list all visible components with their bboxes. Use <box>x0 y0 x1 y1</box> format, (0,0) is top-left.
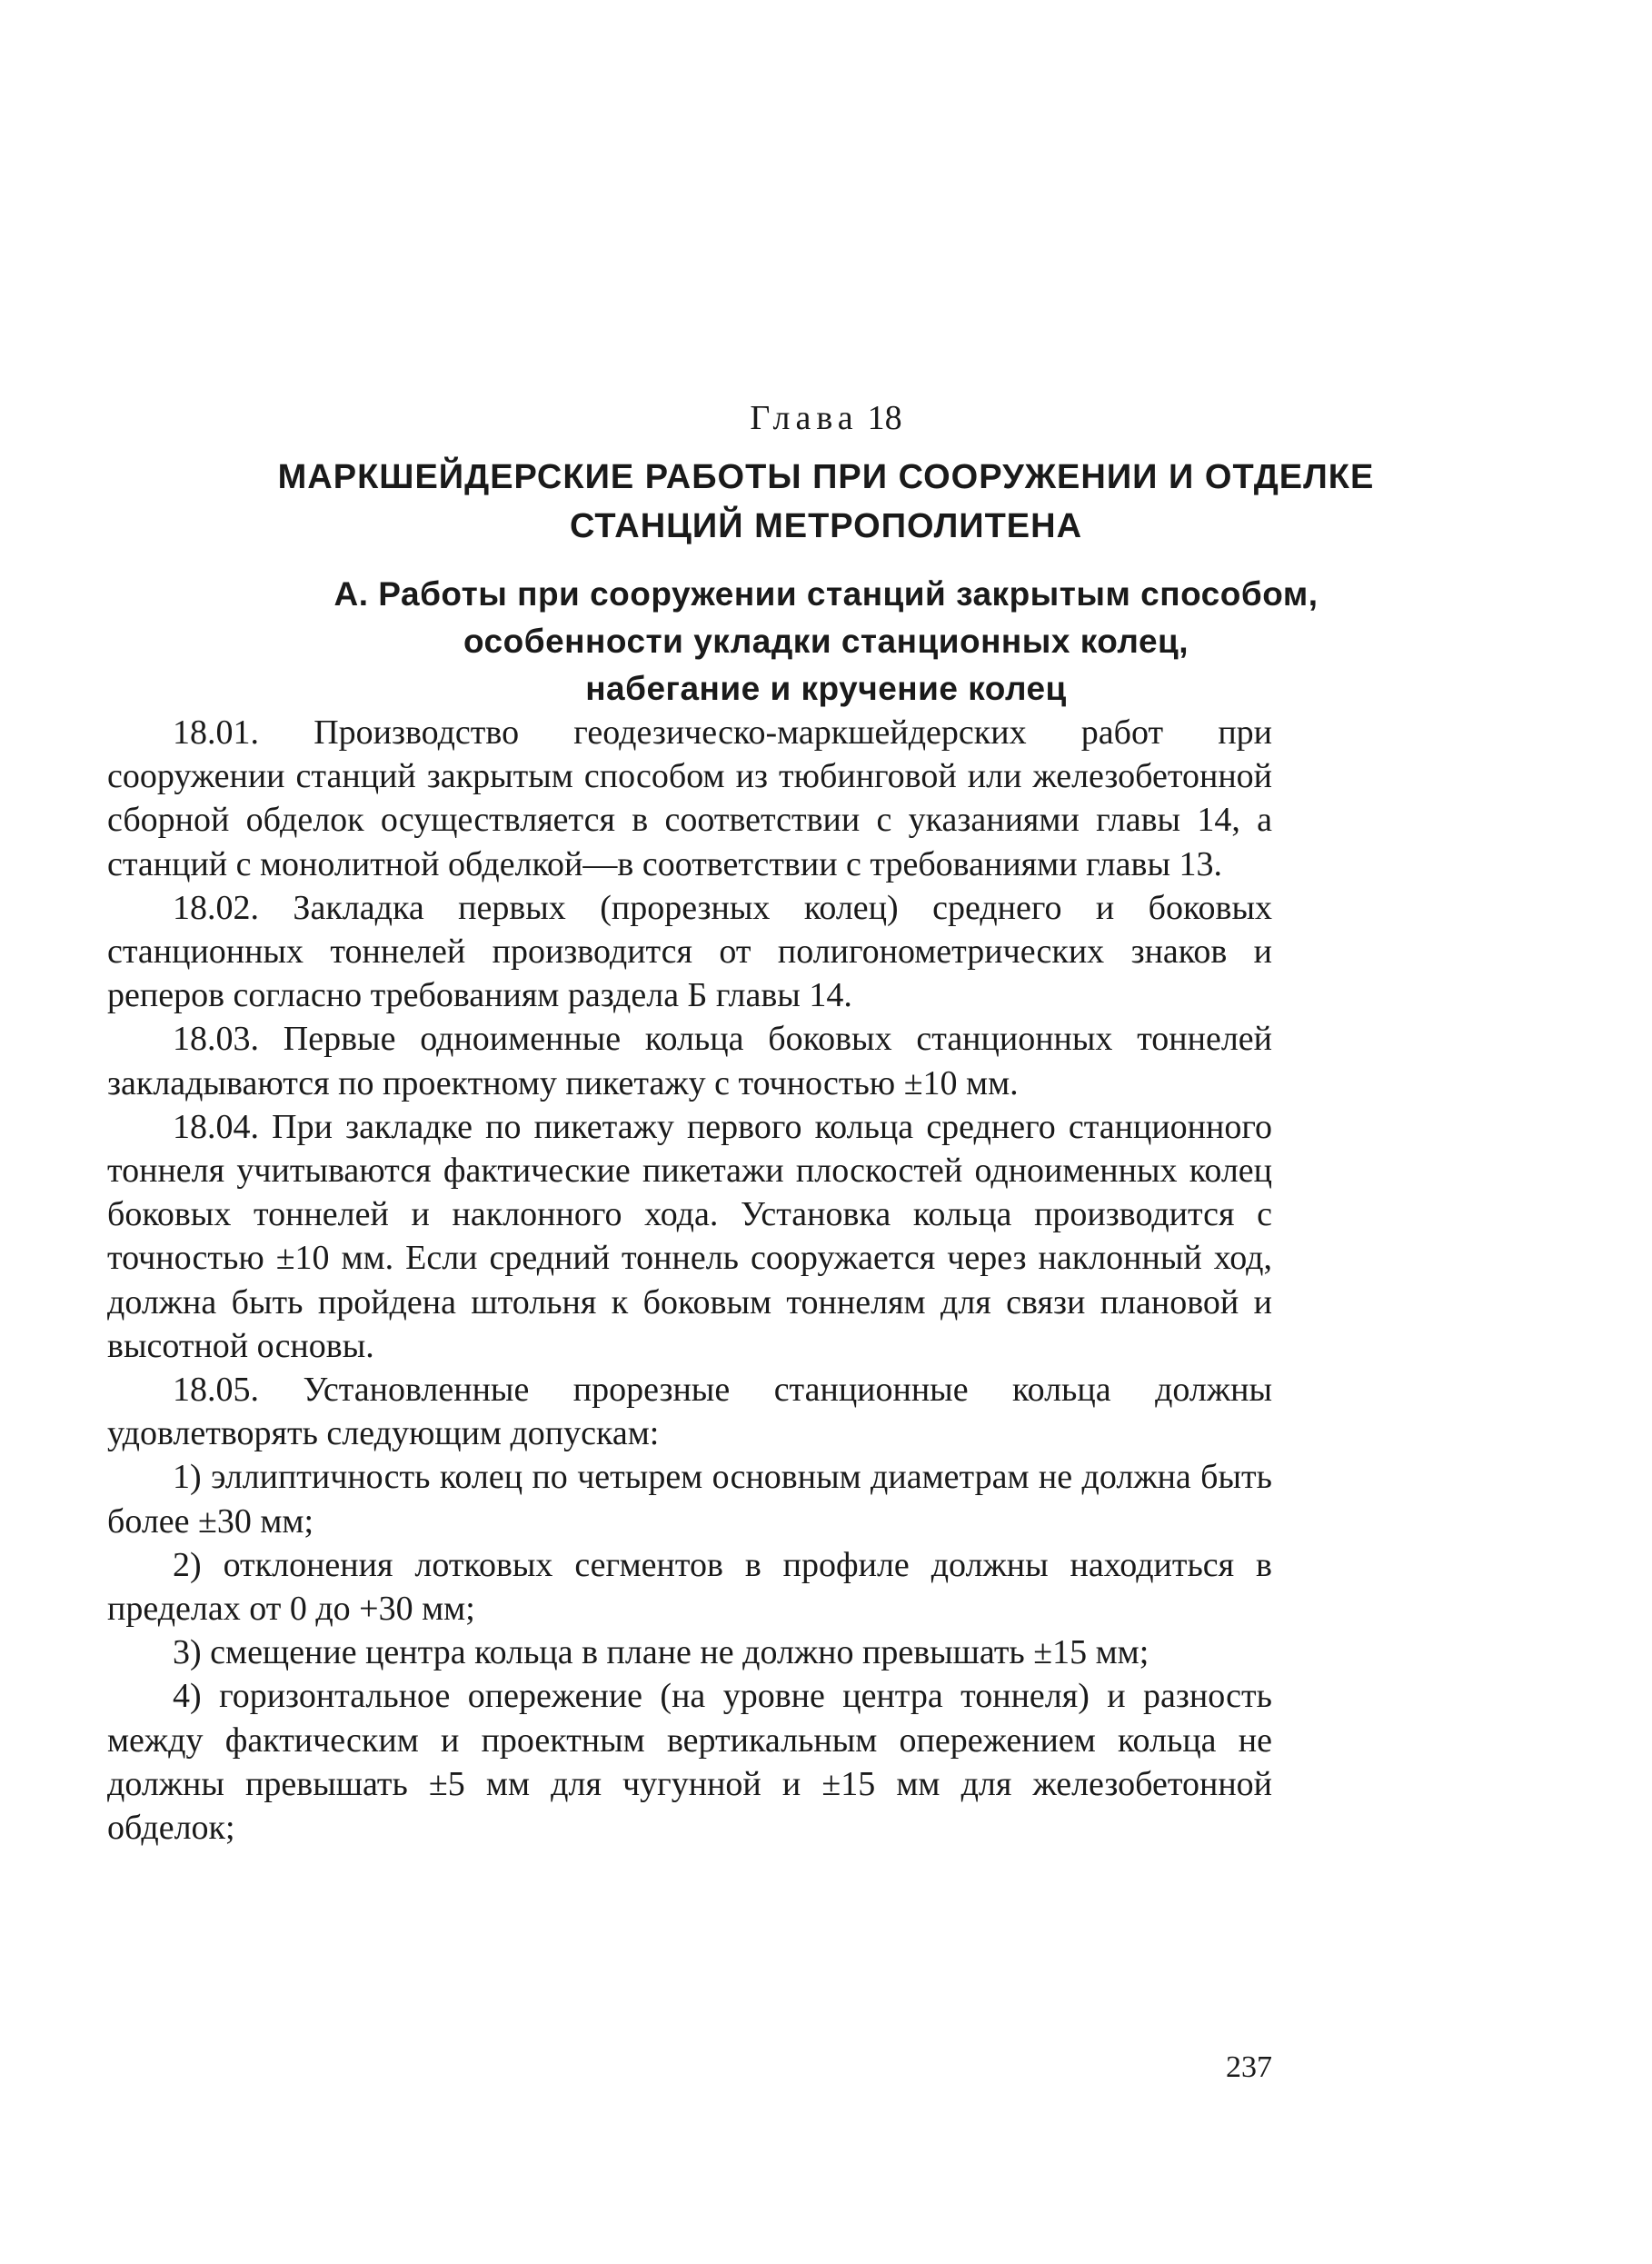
paragraph-18-01: 18.01. Производство геодезическо-маркшейдерских работ при сооружении станций закрытым способом из тюбинговой или железобетонной сборной обделок осуществляется в соответствии с указаниями главы 14, а станций с монолитной обделкой—в соответствии с требованиями главы 13. <box>107 713 1272 883</box>
section-heading <box>109 571 1543 713</box>
chapter-label: Глава <box>750 399 859 437</box>
body-text <box>107 711 1272 1850</box>
paragraph-18-04: 18.04. При закладке по пикетажу первого кольца среднего станционного тоннеля учитываются фактические пикетажи плоскостей одноименных колец боковых тоннелей и наклонного хода. Установка кольца производится с точностью ±10 мм. Если средний тоннель сооружается через наклонный ход, должна быть пройдена штольня к боковым тоннелям для связи плановой и высотной основы. <box>107 1107 1272 1365</box>
list-item-2: 2) отклонения лотковых сегментов в профиле должны находиться в пределах от 0 до +30 мм; <box>107 1545 1272 1629</box>
paragraph-18-05: 18.05. Установленные прорезные станционные кольца должны удовлетворять следующим допускам: <box>107 1371 1272 1453</box>
chapter-title-line-2: СТАНЦИЙ МЕТРОПОЛИТЕНА <box>569 507 1083 545</box>
section-heading-line-2: особенности укладки станционных колец, <box>463 623 1189 660</box>
list-item-4: 4) горизонтальное опережение (на уровне центра тоннеля) и разность между фактическим и проектным вертикальным опережением кольца не должны превышать ±5 мм для чугунной и ±15 мм для железобетонной обделок; <box>107 1677 1272 1848</box>
chapter-number: 18 <box>867 399 902 437</box>
paragraph-18-02: 18.02. Закладка первых (прорезных колец) среднего и боковых станционных тоннелей производится от полигонометрических знаков и реперов согласно требованиям раздела Б главы 14. <box>107 888 1272 1015</box>
chapter-heading <box>0 398 1652 438</box>
section-heading-line-1: А. Работы при сооружении станций закрытым способом, <box>333 575 1319 613</box>
section-heading-line-3: набегание и кручение колец <box>585 670 1067 707</box>
paragraph-18-03: 18.03. Первые одноименные кольца боковых станционных тоннелей закладываются по проектному пикетажу с точностью ±10 мм. <box>107 1020 1272 1102</box>
chapter-title-line-1: МАРКШЕЙДЕРСКИЕ РАБОТЫ ПРИ СООРУЖЕНИИ И ОТДЕЛКЕ <box>277 458 1375 496</box>
page-number: 237 <box>1226 2050 1272 2084</box>
list-item-1: 1) эллиптичность колец по четырем основным диаметрам не должна быть более ±30 мм; <box>107 1458 1272 1541</box>
chapter-title <box>109 453 1543 551</box>
list-item-3: 3) смещение центра кольца в плане не должно превышать ±15 мм; <box>173 1633 1149 1672</box>
